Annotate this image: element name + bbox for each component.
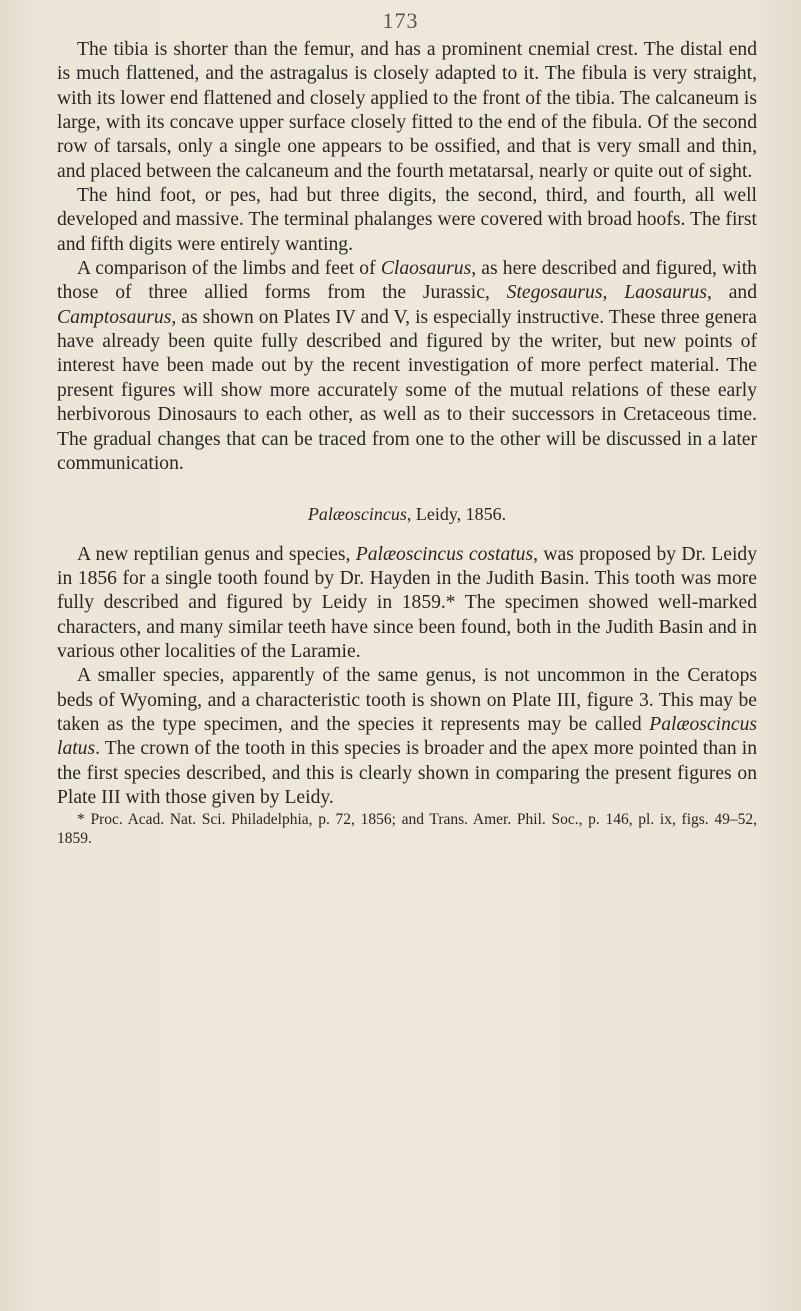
- genus-name: Stegosaurus: [506, 282, 603, 304]
- paragraph-new-genus: [57, 543, 757, 665]
- text: A smaller species, apparently of the same genus, is not uncommon in the Ceratops beds of Wyoming, and a characteristic tooth is shown on Plate III, figure 3. This may be taken as the type specimen, and the species it represents may be called: [57, 665, 757, 735]
- heading-author: , Leidy, 1856.: [406, 504, 507, 525]
- text: . The crown of the tooth in this species is broader and the apex more pointed than in the first species described, and this is clearly shown in comparing the present figures on Plate III with those given by Leidy.: [57, 738, 757, 808]
- footnote: * Proc. Acad. Nat. Sci. Philadelphia, p. 72, 1856; and Trans. Amer. Phil. Soc., p. 146, pl. ix, figs. 49–52, 1859.: [57, 811, 757, 848]
- heading-genus: Palæoscincus: [307, 504, 407, 525]
- body-text: [57, 38, 757, 848]
- paragraph-tibia: The tibia is shorter than the femur, and has a prominent cnemial crest. The distal end is much flattened, and the astragalus is closely adapted to it. The fibula is very straight, with its lower end flattened and closely applied to the front of the tibia. The calcaneum is large, with its concave upper surface closely fitted to the end of the fibula. Of the second row of tarsals, only a single one appears to be ossified, and that is very small and thin, and placed between the calcaneum and the fourth metatarsal, nearly or quite out of sight.: [57, 39, 757, 182]
- text: , and: [706, 282, 758, 304]
- text: , as here described and figured, with those of three allied forms from the Jurassic,: [57, 258, 757, 304]
- paragraph-comparison: [57, 257, 757, 476]
- species-name: Palæoscincus latus: [57, 713, 757, 760]
- genus-name: Camptosaurus: [57, 306, 172, 328]
- text: , as shown on Plates IV and V, is especially instructive. These three genera have already been quite fully described and figured by the writer, but new points of interest have been made out by the recent investigation of more perfect material. The present figures will show more accurately some of the mutual relations of these early herbivorous Dinosaurs to each other, as well as to their successors in Cretaceous time. The gradual changes that can be traced from one to the other will be discussed in a later communication.: [57, 306, 757, 474]
- genus-name: Laosaurus: [624, 282, 707, 304]
- text: A comparison of the limbs and feet of: [77, 258, 381, 280]
- genus-name: Claosaurus: [380, 258, 472, 280]
- text: ,: [602, 282, 625, 304]
- text: A new reptilian genus and species,: [77, 543, 356, 565]
- section-heading: [57, 502, 757, 526]
- paragraph-hind-foot: The hind foot, or pes, had but three digits, the second, third, and fourth, all well developed and massive. The terminal phalanges were covered with broad hoofs. The first and fifth digits were entirely wanting.: [57, 185, 757, 255]
- text: , was proposed by Dr. Leidy in 1856 for a single tooth found by Dr. Hayden in the Judith Basin. This tooth was more fully described and figured by Leidy in 1859.* The specimen showed well-marked characters, and many similar teeth have since been found, both in the Judith Basin and in various other localities of the Laramie.: [57, 543, 757, 662]
- page-number: 173: [382, 8, 419, 33]
- species-name: Palæoscincus costatus: [355, 543, 534, 565]
- paragraph-smaller-species: [57, 664, 757, 810]
